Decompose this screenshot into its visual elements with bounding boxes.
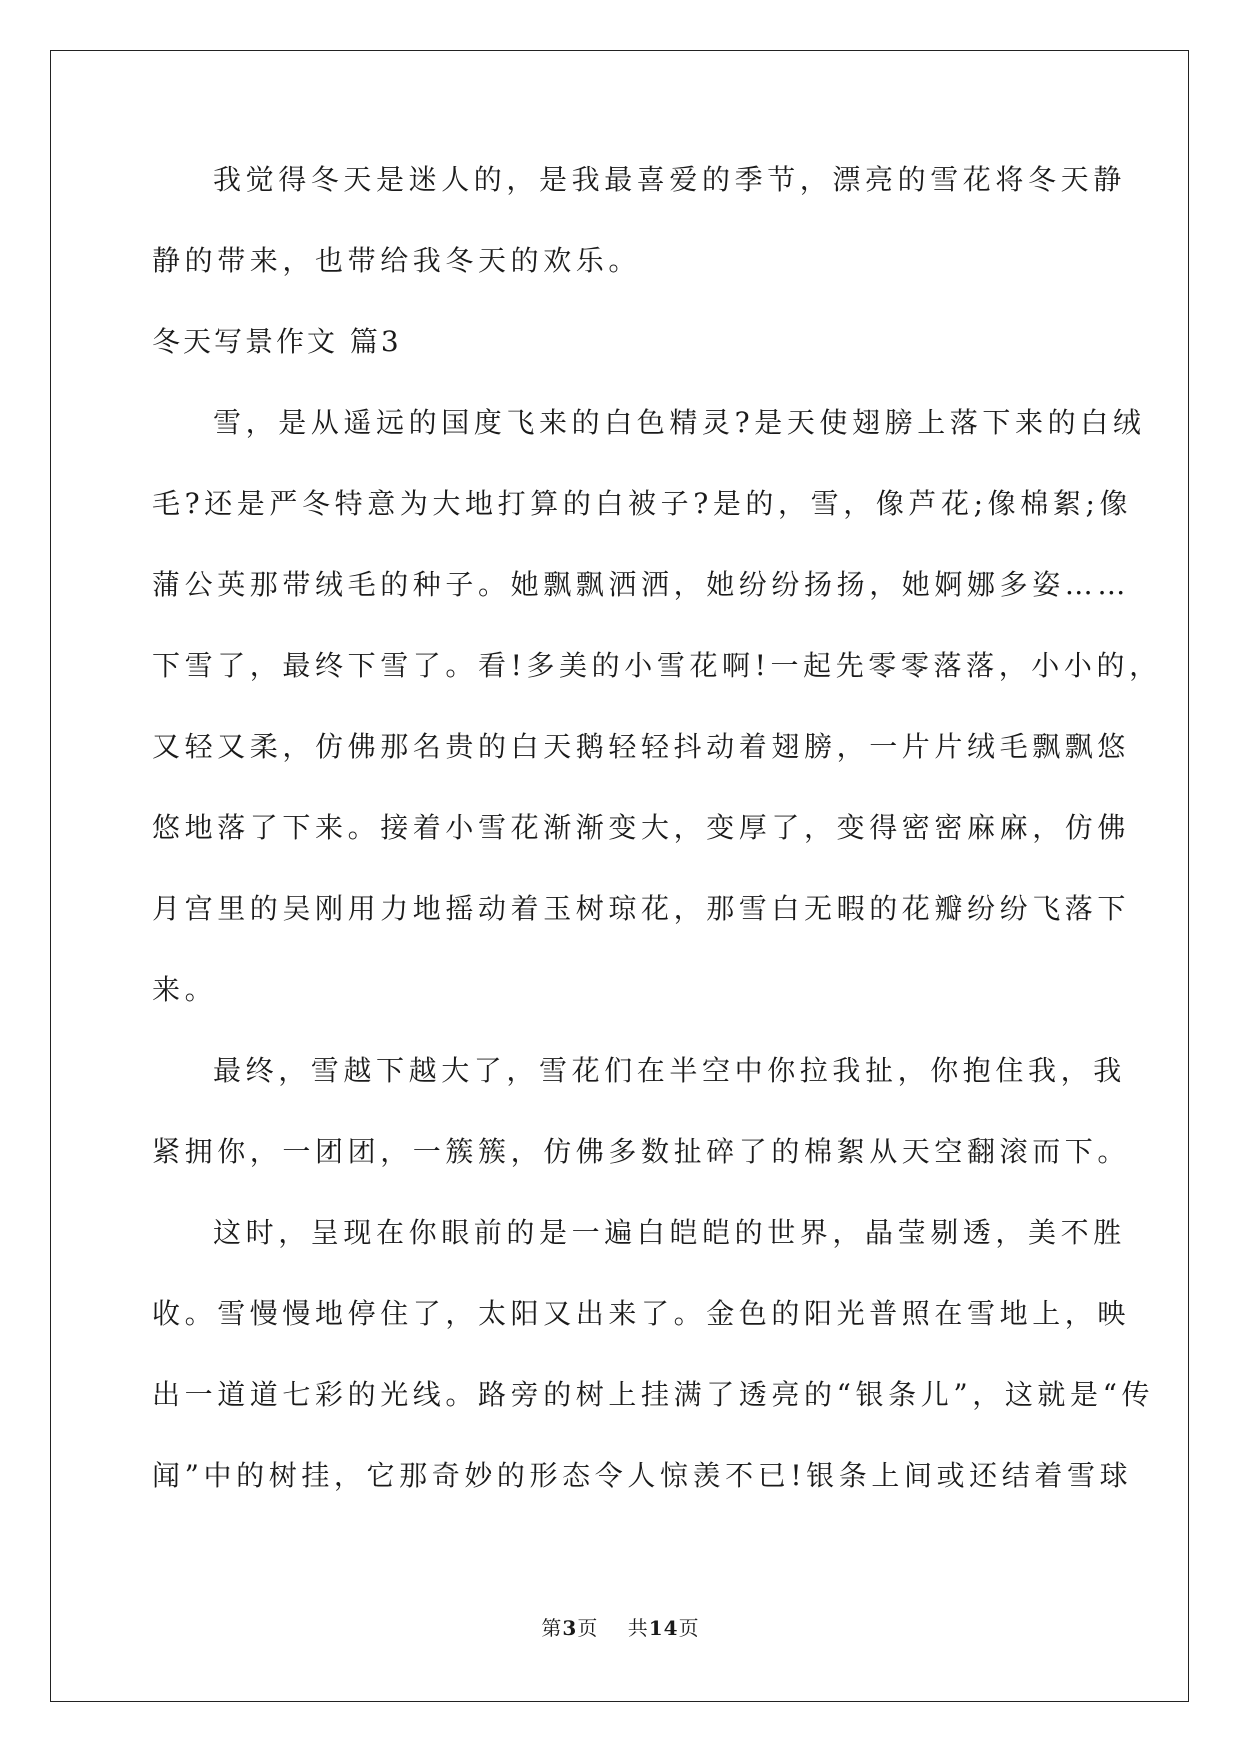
paragraph-line: 出一道道七彩的光线。路旁的树上挂满了透亮的“银条儿”，这就是“传 <box>152 1378 1155 1411</box>
paragraph-line: 来。 <box>152 973 218 1006</box>
paragraph-line: 月宫里的吴刚用力地摇动着玉树琼花，那雪白无暇的花瓣纷纷飞落下 <box>152 892 1131 925</box>
paragraph-line: 蒲公英那带绒毛的种子。她飘飘洒洒，她纷纷扬扬，她婀娜多姿…… <box>152 568 1131 601</box>
paragraph-line: 雪，是从遥远的国度飞来的白色精灵?是天使翅膀上落下来的白绒 <box>213 406 1146 439</box>
paragraph-line: 这时，呈现在你眼前的是一遍白皑皑的世界，晶莹剔透，美不胜 <box>213 1216 1126 1249</box>
document-body <box>152 160 1162 1537</box>
paragraph-line: 闻”中的树挂，它那奇妙的形态令人惊羡不已!银条上间或还结着雪球 <box>152 1459 1133 1492</box>
paragraph-line: 毛?还是严冬特意为大地打算的白被子?是的，雪，像芦花;像棉絮;像 <box>152 487 1133 520</box>
paragraph-line: 我觉得冬天是迷人的，是我最喜爱的季节，漂亮的雪花将冬天静 <box>213 163 1126 196</box>
paragraph-line: 收。雪慢慢地停住了，太阳又出来了。金色的阳光普照在雪地上，映 <box>152 1297 1131 1330</box>
paragraph-line: 悠地落了下来。接着小雪花渐渐变大，变厚了，变得密密麻麻，仿佛 <box>152 811 1131 844</box>
total-label-suffix: 页 <box>678 1616 700 1640</box>
page-footer <box>0 1612 1241 1641</box>
total-pages-number: 14 <box>648 1616 679 1640</box>
paragraph-line: 紧拥你，一团团，一簇簇，仿佛多数扯碎了的棉絮从天空翻滚而下。 <box>152 1135 1131 1168</box>
page-label-suffix: 页 <box>577 1616 599 1640</box>
section-heading: 冬天写景作文 篇3 <box>152 325 402 358</box>
paragraph-line: 下雪了，最终下雪了。看!多美的小雪花啊!一起先零零落落，小小的， <box>152 649 1162 682</box>
total-label-prefix: 共 <box>627 1616 649 1640</box>
paragraph-line: 又轻又柔，仿佛那名贵的白天鹅轻轻抖动着翅膀，一片片绒毛飘飘悠 <box>152 730 1131 763</box>
current-page-number: 3 <box>562 1616 578 1640</box>
paragraph-line: 最终，雪越下越大了，雪花们在半空中你拉我扯，你抱住我，我 <box>213 1054 1126 1087</box>
page-label-prefix: 第 <box>541 1616 563 1640</box>
paragraph-line: 静的带来，也带给我冬天的欢乐。 <box>152 244 642 277</box>
